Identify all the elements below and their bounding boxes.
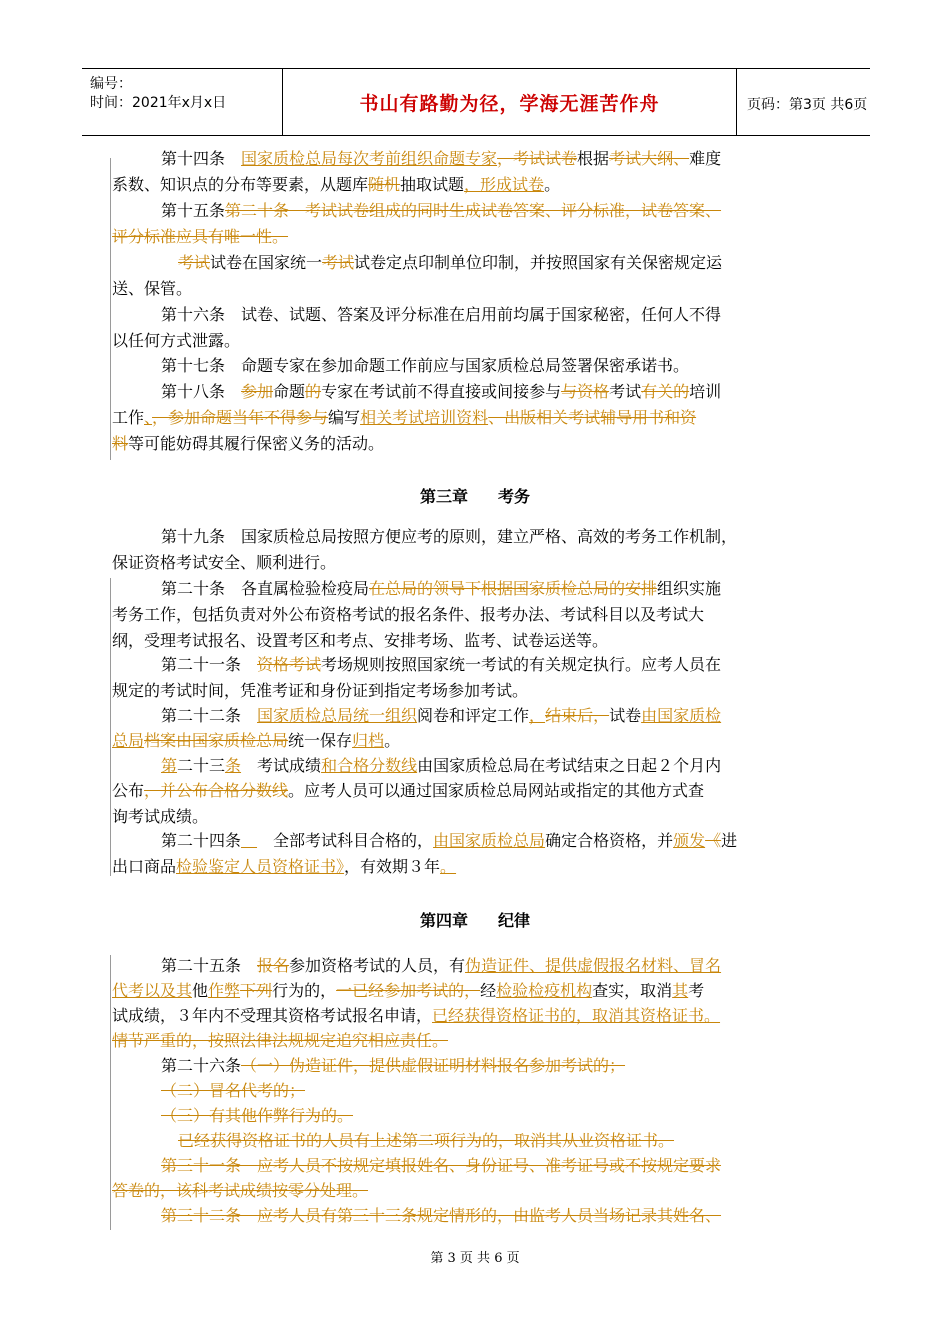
text-run: 第二十四条 bbox=[161, 831, 242, 850]
inserted-text: 第 bbox=[161, 756, 178, 775]
inserted-text: 条 bbox=[225, 756, 242, 775]
inserted-text: 和合格分数线 bbox=[321, 756, 418, 775]
text-run: 由国家质检总局在考试结束之日起２个月内 bbox=[417, 756, 722, 775]
inserted-text: 总局 bbox=[112, 731, 145, 750]
chapter-heading bbox=[0, 484, 950, 507]
text-run: 以任何方式泄露。 bbox=[112, 331, 241, 350]
text-run: 组织实施 bbox=[657, 579, 722, 598]
text-line bbox=[161, 655, 721, 675]
page-number: 页码：第3页 共6页 bbox=[747, 97, 868, 113]
text-run: 。应考人员可以通过国家质检总局网站或指定的其他方式查 bbox=[288, 781, 705, 800]
inserted-text: ，形成试卷 bbox=[464, 175, 545, 194]
deleted-text: ，并公布合格分数线 bbox=[144, 781, 289, 800]
text-line bbox=[112, 1181, 368, 1201]
text-run: 统一保存 bbox=[288, 731, 353, 750]
text-line bbox=[112, 1031, 448, 1051]
text-run: 工作 bbox=[112, 408, 145, 427]
deleted-text: 考试 bbox=[322, 253, 355, 272]
text-run: 考 bbox=[688, 981, 705, 1000]
deleted-text: 情节严重的，按照法律法规规定追究相应责任。 bbox=[112, 1031, 449, 1050]
text-run: 公布 bbox=[112, 781, 145, 800]
inserted-text: 归档 bbox=[352, 731, 385, 750]
deleted-text: 考试 bbox=[178, 253, 211, 272]
text-line bbox=[112, 605, 704, 625]
text-run: 第二十五条 bbox=[161, 956, 258, 975]
text-run: 阅卷和评定工作 bbox=[417, 706, 530, 725]
deleted-text: 考试大纲、 bbox=[609, 149, 690, 168]
text-run: 考试成绩 bbox=[241, 756, 322, 775]
text-line bbox=[161, 831, 737, 851]
text-run: 第十九条 国家质检总局按照方便应考的原则，建立严格、高效的考务工作机制， bbox=[161, 527, 738, 546]
text-run: 考务工作，包括负责对外公布资格考试的报名条件、报考办法、考试科目以及考试大 bbox=[112, 605, 705, 624]
text-run: 试卷定点印制单位印制，并按照国家有关保密规定运 bbox=[354, 253, 723, 272]
text-run: 系数、知识点的分布等要素，从题库 bbox=[112, 175, 369, 194]
text-line bbox=[112, 175, 560, 195]
change-bar bbox=[110, 158, 111, 460]
inserted-text: 颁发 bbox=[673, 831, 706, 850]
deleted-text: 第三十一条 应考人员不按规定填报姓名、身份证号、准考证号或不按规定要求 bbox=[161, 1156, 722, 1175]
text-line bbox=[161, 201, 721, 221]
inserted-text: 已经获得资格证书的，取消其资格证书。 bbox=[432, 1006, 721, 1025]
inserted-text: 国家质检总局统一组织 bbox=[257, 706, 418, 725]
header-motto-cell bbox=[283, 69, 737, 135]
text-run: 询考试成绩。 bbox=[112, 807, 209, 826]
text-run: 规定的考试时间，凭准考证和身份证到指定考场参加考试。 bbox=[112, 681, 529, 700]
text-run: 抽取试题 bbox=[400, 175, 465, 194]
deleted-text: （二）冒名代考的； bbox=[161, 1081, 306, 1100]
document-number: 编号： bbox=[90, 76, 132, 92]
text-run: 查实，取消 bbox=[592, 981, 673, 1000]
text-line bbox=[161, 527, 737, 547]
text-run: 经 bbox=[480, 981, 497, 1000]
text-line bbox=[112, 434, 384, 454]
chapter-number: 第四章 bbox=[419, 911, 468, 930]
deleted-text: 档案由国家质检总局 bbox=[144, 731, 289, 750]
text-run: 行为的， bbox=[272, 981, 337, 1000]
text-run: 难度 bbox=[689, 149, 722, 168]
inserted-text: 由国家质检 bbox=[641, 706, 722, 725]
inserted-text: 伪造证件、提供虚假报名材料、冒名 bbox=[465, 956, 722, 975]
inserted-text: ， bbox=[529, 706, 546, 725]
page-header bbox=[82, 68, 870, 136]
text-line bbox=[112, 857, 456, 877]
text-line bbox=[161, 1056, 625, 1076]
text-line bbox=[112, 731, 400, 751]
deleted-text: （三）有其他作弊行为的。 bbox=[161, 1106, 354, 1125]
text-line bbox=[161, 1206, 721, 1226]
text-run: 全部考试科目合格的， bbox=[257, 831, 434, 850]
text-line bbox=[112, 408, 696, 428]
text-run: 出口商品 bbox=[112, 857, 177, 876]
text-line bbox=[161, 356, 689, 376]
inserted-text bbox=[241, 831, 257, 850]
text-run: 。 bbox=[384, 731, 401, 750]
text-run: 参加资格考试的人员，有 bbox=[289, 956, 466, 975]
deleted-text: 下列 bbox=[240, 981, 273, 1000]
text-line bbox=[161, 305, 721, 325]
text-run: 试成绩，３年内不受理其资格考试报名申请， bbox=[112, 1006, 433, 1025]
deleted-text: 一已经参加考试的， bbox=[336, 981, 481, 1000]
inserted-text: 由国家质检总局 bbox=[433, 831, 546, 850]
deleted-text: 有关的 bbox=[641, 382, 690, 401]
inserted-text: 作弊 bbox=[208, 981, 241, 1000]
text-run: 试卷 bbox=[609, 706, 642, 725]
inserted-text: 检验鉴定人员资格证书》 bbox=[176, 857, 345, 876]
text-line bbox=[161, 756, 721, 776]
inserted-text: 相关考试培训资料 bbox=[360, 408, 489, 427]
text-line bbox=[112, 807, 208, 827]
change-bar bbox=[110, 578, 111, 876]
text-line bbox=[112, 631, 608, 651]
document-date: 时间：2021年x月x日 bbox=[90, 95, 227, 111]
text-run: 编写 bbox=[328, 408, 361, 427]
text-run: 考场规则按照国家统一考试的有关规定执行。应考人员在 bbox=[321, 655, 722, 674]
text-run: 专家在考试前不得直接或间接参与 bbox=[321, 382, 562, 401]
text-line bbox=[112, 227, 288, 247]
text-run: 等可能妨碍其履行保密义务的活动。 bbox=[128, 434, 385, 453]
text-run: 第十六条 试卷、试题、答案及评分标准在启用前均属于国家秘密，任何人不得 bbox=[161, 305, 722, 324]
text-line bbox=[178, 253, 722, 273]
deleted-text: ，考试试卷 bbox=[497, 149, 578, 168]
deleted-text: 在总局的领导下根据国家质检总局的安排 bbox=[369, 579, 658, 598]
text-run: 第十八条 bbox=[161, 382, 242, 401]
deleted-text: 料 bbox=[112, 434, 129, 453]
text-line bbox=[112, 1006, 720, 1026]
deleted-text: 结束后， bbox=[545, 706, 610, 725]
text-line bbox=[161, 1156, 721, 1176]
text-line bbox=[161, 382, 721, 402]
text-line bbox=[112, 981, 704, 1001]
deleted-text: 、出版相关考试辅导用书和资 bbox=[488, 408, 697, 427]
deleted-text: 随机 bbox=[368, 175, 401, 194]
text-run: 确定合格资格，并 bbox=[545, 831, 674, 850]
chapter-number: 第三章 bbox=[419, 487, 468, 506]
deleted-text: ，参加命题当年不得参与 bbox=[152, 408, 329, 427]
deleted-text: 第三十二条 应考人员有第三十三条规定情形的，由监考人员当场记录其姓名、 bbox=[161, 1206, 722, 1225]
text-line bbox=[112, 331, 240, 351]
text-line bbox=[112, 553, 336, 573]
deleted-text: 资格考试 bbox=[257, 655, 322, 674]
text-run: 第二十一条 bbox=[161, 655, 258, 674]
text-run: 第二十二条 bbox=[161, 706, 258, 725]
deleted-text: 第二十条 考试试卷组成的同时生成试卷答案、评分标准，试卷答案、 bbox=[225, 201, 722, 220]
text-run: 第二十条 各直属检验检疫局 bbox=[161, 579, 370, 598]
text-line bbox=[161, 1081, 305, 1101]
text-line bbox=[161, 706, 721, 726]
chapter-title: 考务 bbox=[498, 487, 531, 506]
text-run: ，有效期３年 bbox=[344, 857, 441, 876]
inserted-text: 、 bbox=[144, 408, 153, 427]
deleted-text: （一）伪造证件，提供虚假证明材料报名参加考试的； bbox=[241, 1056, 626, 1075]
text-run: 命题 bbox=[273, 382, 306, 401]
text-run: 第十四条 bbox=[161, 149, 242, 168]
deleted-text: 与资格 bbox=[561, 382, 610, 401]
text-line bbox=[161, 956, 721, 976]
header-motto: 书山有路勤为径，学海无涯苦作舟 bbox=[359, 93, 660, 115]
deleted-text: 报名 bbox=[257, 956, 290, 975]
text-run: 。 bbox=[544, 175, 561, 194]
text-run: 试卷在国家统一 bbox=[210, 253, 323, 272]
text-line bbox=[161, 149, 721, 169]
inserted-text: 其 bbox=[672, 981, 689, 1000]
deleted-text: 参加 bbox=[241, 382, 274, 401]
text-run: 送、保管。 bbox=[112, 279, 193, 298]
text-line bbox=[178, 1131, 674, 1151]
text-run: 考试 bbox=[609, 382, 642, 401]
inserted-text: 代考以及其 bbox=[112, 981, 193, 1000]
text-run: 培训 bbox=[689, 382, 722, 401]
text-run: 纲，受理考试报名、设置考区和考点、安排考场、监考、试卷运送等。 bbox=[112, 631, 609, 650]
deleted-text: 的 bbox=[305, 382, 322, 401]
deleted-text: 《 bbox=[705, 831, 722, 850]
chapter-title: 纪律 bbox=[498, 911, 531, 930]
text-line bbox=[112, 681, 528, 701]
deleted-text: 评分标准应具有唯一性。 bbox=[112, 227, 289, 246]
inserted-text: 国家质检总局每次考前组织命题专家 bbox=[241, 149, 498, 168]
text-run: 第二十六条 bbox=[161, 1056, 242, 1075]
text-line bbox=[161, 579, 721, 599]
text-run: 进 bbox=[721, 831, 738, 850]
inserted-text: 。 bbox=[440, 857, 457, 876]
change-bar bbox=[110, 955, 111, 1230]
text-line bbox=[112, 279, 192, 299]
text-line bbox=[112, 781, 704, 801]
header-meta-cell bbox=[82, 69, 283, 135]
chapter-heading bbox=[0, 908, 950, 931]
text-run: 第十七条 命题专家在参加命题工作前应与国家质检总局签署保密承诺书。 bbox=[161, 356, 690, 375]
page-footer: 第 3 页 共 6 页 bbox=[430, 1251, 520, 1266]
text-run: 第十五条 bbox=[161, 201, 226, 220]
text-line bbox=[161, 1106, 353, 1126]
deleted-text: 已经获得资格证书的人员有上述第二项行为的，取消其从业资格证书。 bbox=[178, 1131, 675, 1150]
text-run: 二十三 bbox=[177, 756, 226, 775]
header-page-cell bbox=[737, 69, 870, 135]
inserted-text: 检验检疫机构 bbox=[496, 981, 593, 1000]
deleted-text: 答卷的，该科考试成绩按零分处理。 bbox=[112, 1181, 369, 1200]
text-run: 根据 bbox=[577, 149, 610, 168]
text-run: 他 bbox=[192, 981, 209, 1000]
text-run: 保证资格考试安全、顺利进行。 bbox=[112, 553, 337, 572]
